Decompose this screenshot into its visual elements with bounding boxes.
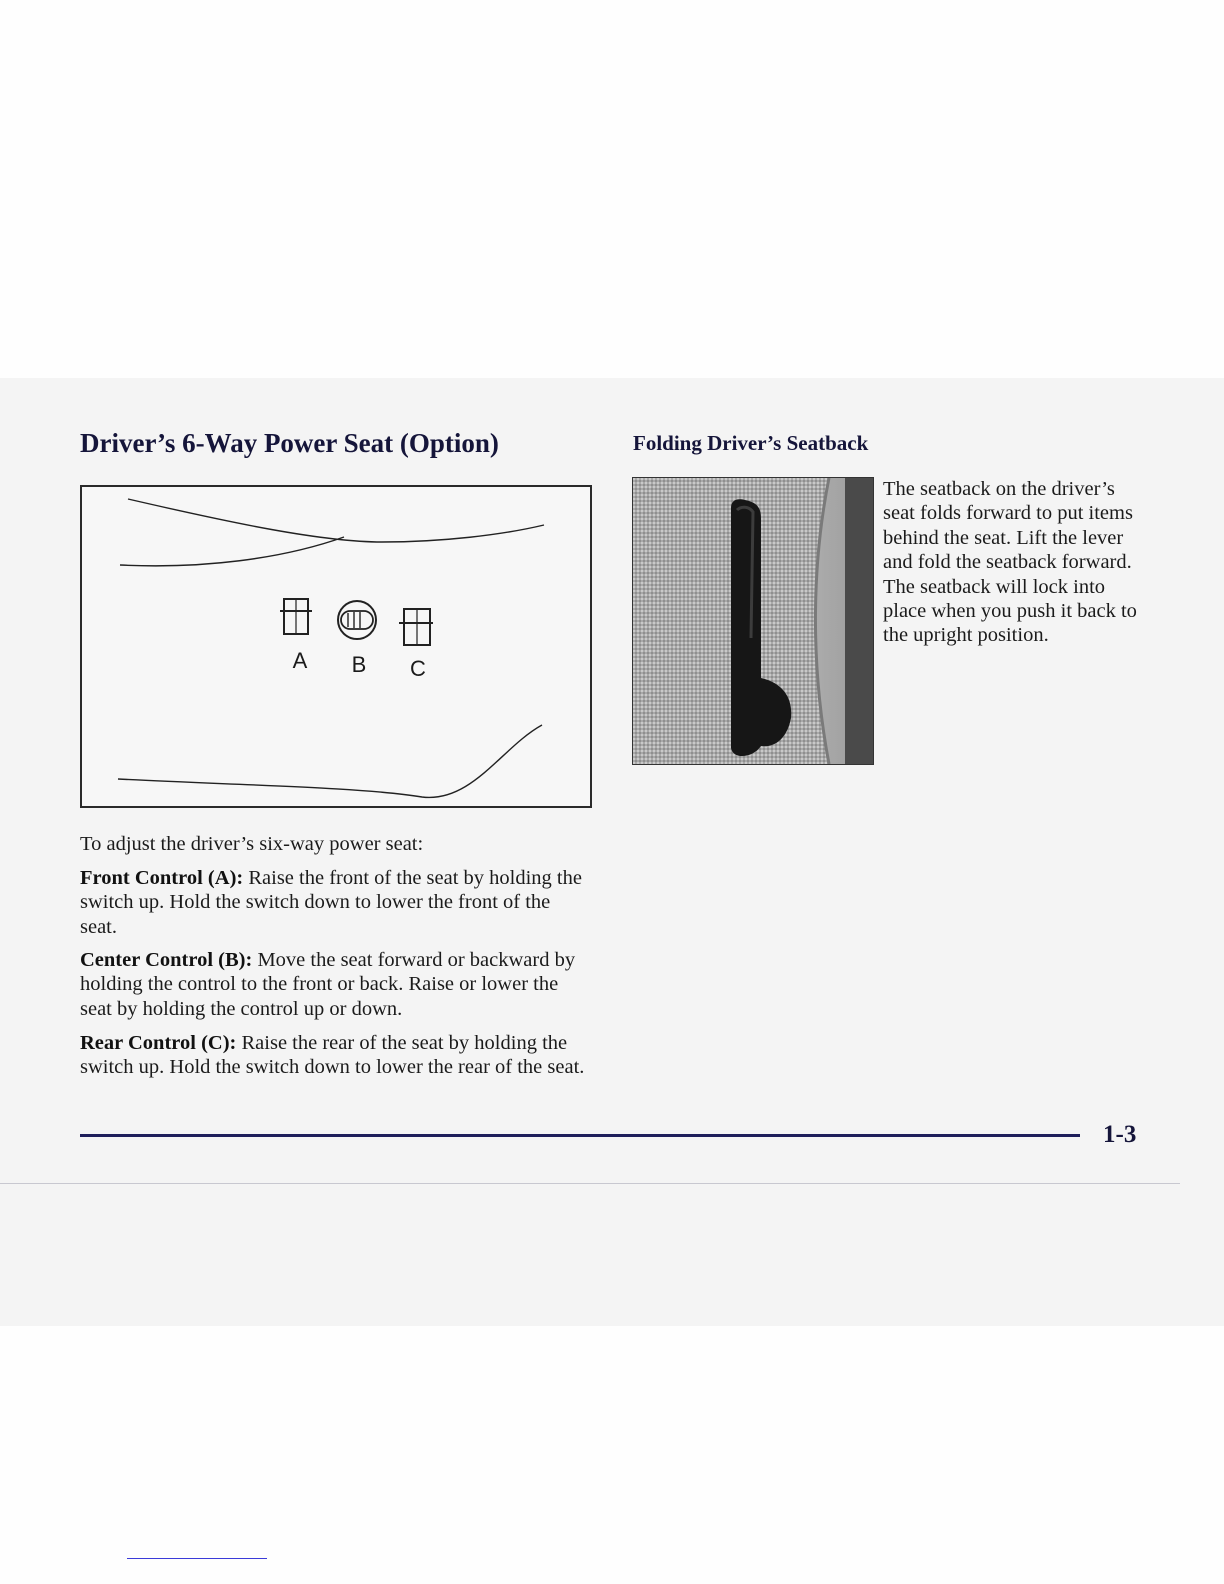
front-control-text: Raise the front of the seat by holding the switch up. Hold the switch down to lower the front of the seat. bbox=[80, 867, 582, 938]
rear-control-paragraph bbox=[80, 1031, 592, 1080]
rear-control-term: Rear Control (C): bbox=[80, 1032, 237, 1054]
page-number: 1-3 bbox=[1103, 1121, 1137, 1148]
seatback-lever-image bbox=[633, 478, 873, 764]
center-control-text: Move the seat forward or backward by holding the control to the front or back. Raise or lower the seat by holding the control up or down. bbox=[80, 949, 576, 1020]
rear-control-switch-icon bbox=[399, 609, 433, 645]
footer-rule bbox=[80, 1134, 1080, 1137]
section-heading: Driver’s 6-Way Power Seat (Option) bbox=[80, 428, 499, 458]
front-control-term: Front Control (A): bbox=[80, 867, 244, 889]
front-control-paragraph bbox=[80, 866, 592, 939]
center-control-paragraph bbox=[80, 948, 592, 1021]
center-control-knob-icon bbox=[338, 601, 376, 639]
bottom-link-underline[interactable] bbox=[127, 1558, 267, 1559]
callout-b: B bbox=[351, 652, 367, 677]
seatback-lever-photo bbox=[632, 477, 874, 765]
rear-control-text: Raise the rear of the seat by holding the switch up. Hold the switch down to lower the rear of the seat. bbox=[80, 1032, 585, 1079]
intro-text: To adjust the driver’s six-way power seat: bbox=[80, 833, 424, 855]
front-control-switch-icon bbox=[280, 599, 312, 634]
subsection-heading: Folding Driver’s Seatback bbox=[633, 431, 869, 455]
seatback-description: The seatback on the driver’s seat folds forward to put items behind the seat. Lift the lever and fold the seatback forward. The seatback will lock into place when you push it back to the upright position. bbox=[883, 478, 1137, 647]
center-control-term: Center Control (B): bbox=[80, 949, 253, 971]
seat-outline-drawing bbox=[82, 487, 590, 806]
scan-edge-line bbox=[0, 1183, 1180, 1184]
callout-c: C bbox=[410, 656, 426, 681]
power-seat-diagram bbox=[80, 485, 592, 808]
callout-a: A bbox=[292, 648, 308, 673]
